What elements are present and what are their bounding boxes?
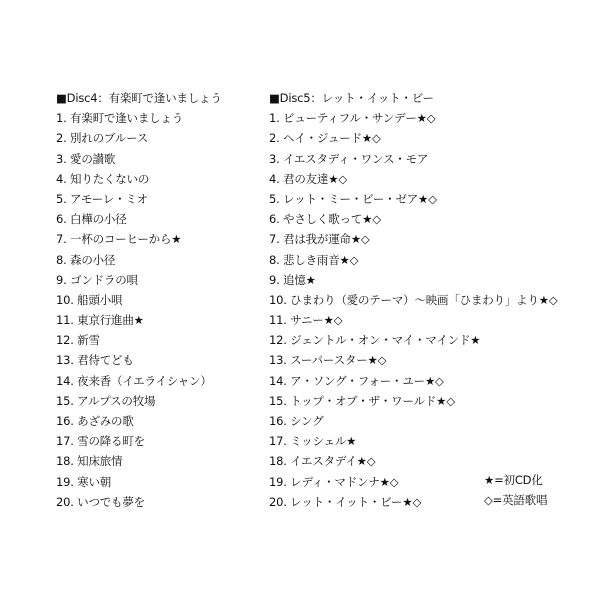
- disc5-track-9: 9. 追憶★: [269, 272, 316, 287]
- disc4-track-13: 13. 君待てども: [56, 353, 134, 368]
- disc4-track-9: 9. ゴンドラの唄: [56, 272, 138, 287]
- disc5-track-1: 1. ビューティフル・サンデー★◇: [269, 111, 436, 126]
- disc4-track-4: 4. 知りたくないの: [56, 171, 150, 186]
- disc4-track-1: 1. 有楽町で逢いましょう: [56, 111, 184, 126]
- disc5-track-5: 5. レット・ミー・ビー・ゼア★◇: [269, 191, 437, 206]
- disc4-track-7: 7. 一杯のコーヒーから★: [56, 232, 182, 247]
- disc5-track-10: 10. ひまわり（愛のテーマ）～映画「ひまわり」より★◇: [269, 292, 558, 307]
- disc5-track-13: 13. スーパースター★◇: [269, 353, 387, 368]
- disc4-track-6: 6. 白樺の小径: [56, 212, 127, 227]
- disc5-track-2: 2. ヘイ・ジュード★◇: [269, 131, 381, 146]
- disc4-track-15: 15. アルプスの牧場: [56, 393, 156, 408]
- disc5-track-19: 19. レディ・マドンナ★◇: [269, 474, 399, 489]
- disc5-track-15: 15. トップ・オブ・ザ・ワールド★◇: [269, 393, 455, 408]
- disc4-track-14: 14. 夜来香（イエライシャン）: [56, 373, 212, 388]
- disc4-track-18: 18. 知床旅情: [56, 454, 123, 469]
- disc5-track-16: 16. シング: [269, 414, 324, 428]
- disc4-track-5: 5. アモーレ・ミオ: [56, 191, 148, 206]
- disc5-track-17: 17. ミッシェル★: [269, 434, 357, 449]
- disc4-column: [56, 88, 261, 512]
- disc5-track-7: 7. 君は我が運命★◇: [269, 232, 370, 247]
- disc4-track-19: 19. 寒い朝: [56, 474, 112, 489]
- disc4-track-16: 16. あざみの歌: [56, 414, 134, 428]
- disc4-track-20: 20. いつでも夢を: [56, 494, 145, 509]
- disc5-track-12: 12. ジェントル・オン・マイ・マインド★: [269, 333, 481, 348]
- disc4-track-2: 2. 別れのブルース: [56, 131, 149, 146]
- legend-star: ★=初CD化: [484, 473, 543, 487]
- disc4-track-3: 3. 愛の讃歌: [56, 151, 116, 166]
- disc4-track-10: 10. 船頭小唄: [56, 292, 123, 307]
- disc5-heading: ■Disc5：レット・イット・ビー: [269, 91, 434, 105]
- disc5-track-20: 20. レット・イット・ビー★◇: [269, 494, 422, 509]
- disc4-track-12: 12. 新雪: [56, 333, 100, 348]
- disc5-column: [269, 88, 569, 512]
- disc5-track-11: 11. サニー★◇: [269, 313, 343, 328]
- legend-diamond: ◇=英語歌唱: [484, 493, 548, 507]
- disc5-track-18: 18. イエスタデイ★◇: [269, 454, 376, 469]
- disc5-track-6: 6. やさしく歌って★◇: [269, 212, 381, 227]
- disc4-track-11: 11. 東京行進曲★: [56, 313, 144, 328]
- disc4-heading: ■Disc4：有楽町で逢いましょう: [56, 91, 222, 105]
- disc4-track-17: 17. 雪の降る町を: [56, 434, 145, 449]
- disc5-track-3: 3. イエスタディ・ワンス・モア: [269, 151, 429, 166]
- disc4-track-8: 8. 森の小径: [56, 252, 116, 267]
- disc5-track-8: 8. 悲しき雨音★◇: [269, 252, 359, 267]
- disc5-track-4: 4. 君の友達★◇: [269, 171, 347, 186]
- disc5-track-14: 14. ア・ソング・フォー・ユー★◇: [269, 373, 444, 388]
